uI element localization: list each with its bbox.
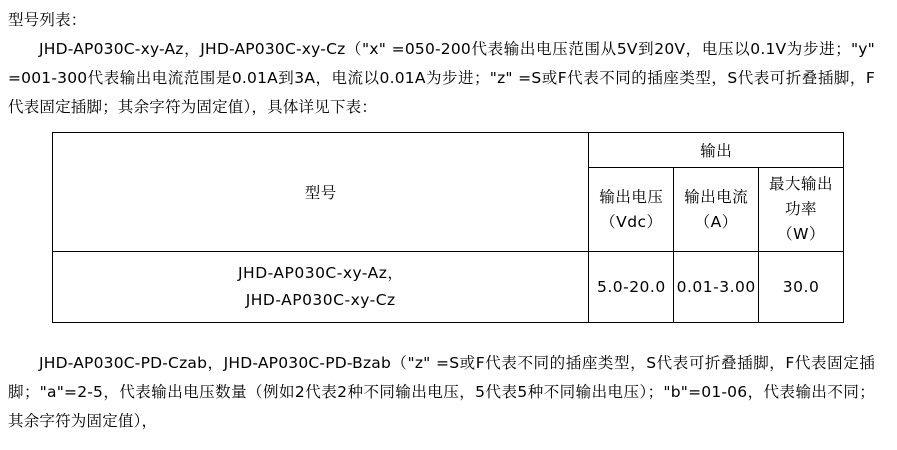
table-cell-model-line2: JHD-AP030C-xy-Cz xyxy=(245,291,396,309)
table-header-voltage-line2: （Vdc） xyxy=(600,212,663,231)
table-header-current-line1: 输出电流 xyxy=(684,187,749,206)
paragraph-model-list-2: JHD-AP030C-PD-Czab，JHD-AP030C-PD-Bzab（"z" =S或F代表不同的插座类型，S代表可折叠插脚，F代表固定插脚；"a"=2-5，代表输出电压数量（例如2代表2种不同输出电压，5代表5种不同输出电压）；"b"=01-06，代表输出不同；其余字符为固定值）， xyxy=(8,354,875,430)
table-header-power-line1: 最大输出功率 xyxy=(769,175,834,218)
table-cell-voltage: 5.0-20.0 xyxy=(589,252,674,323)
table-header-power-line2: （W） xyxy=(777,225,825,243)
table-header-voltage xyxy=(589,168,674,252)
table-header-voltage-line1: 输出电压 xyxy=(599,187,664,206)
table-header-output-group: 输出 xyxy=(589,133,844,168)
table-header-current-line2: （A） xyxy=(694,212,738,231)
spec-table xyxy=(52,132,844,323)
table-header-row-group xyxy=(53,133,844,168)
table-row xyxy=(53,252,844,323)
table-header-current xyxy=(674,168,759,252)
table-cell-current: 0.01-3.00 xyxy=(674,252,759,323)
spacer-after-table xyxy=(0,323,897,349)
table-cell-power: 30.0 xyxy=(759,252,844,323)
table-cell-model xyxy=(53,252,589,323)
spec-table-container xyxy=(0,128,897,323)
table-header-power xyxy=(759,168,844,252)
paragraph-model-list-1: JHD-AP030C-xy-Az，JHD-AP030C-xy-Cz（"x" =050-200代表输出电压范围从5V到20V，电压以0.1V为步进；"y" =001-300代表输出电流范围是0.01A到3A，电流以0.01A为步进；"z" =S或F代表不同的插座类型，S代表可折叠插脚，F代表固定插脚；其余字符为固定值），具体详见下表： xyxy=(8,40,875,116)
section-heading: 型号列表： xyxy=(8,11,87,29)
table-cell-model-line1: JHD-AP030C-xy-Az， xyxy=(237,264,404,282)
table-header-model: 型号 xyxy=(53,133,589,252)
